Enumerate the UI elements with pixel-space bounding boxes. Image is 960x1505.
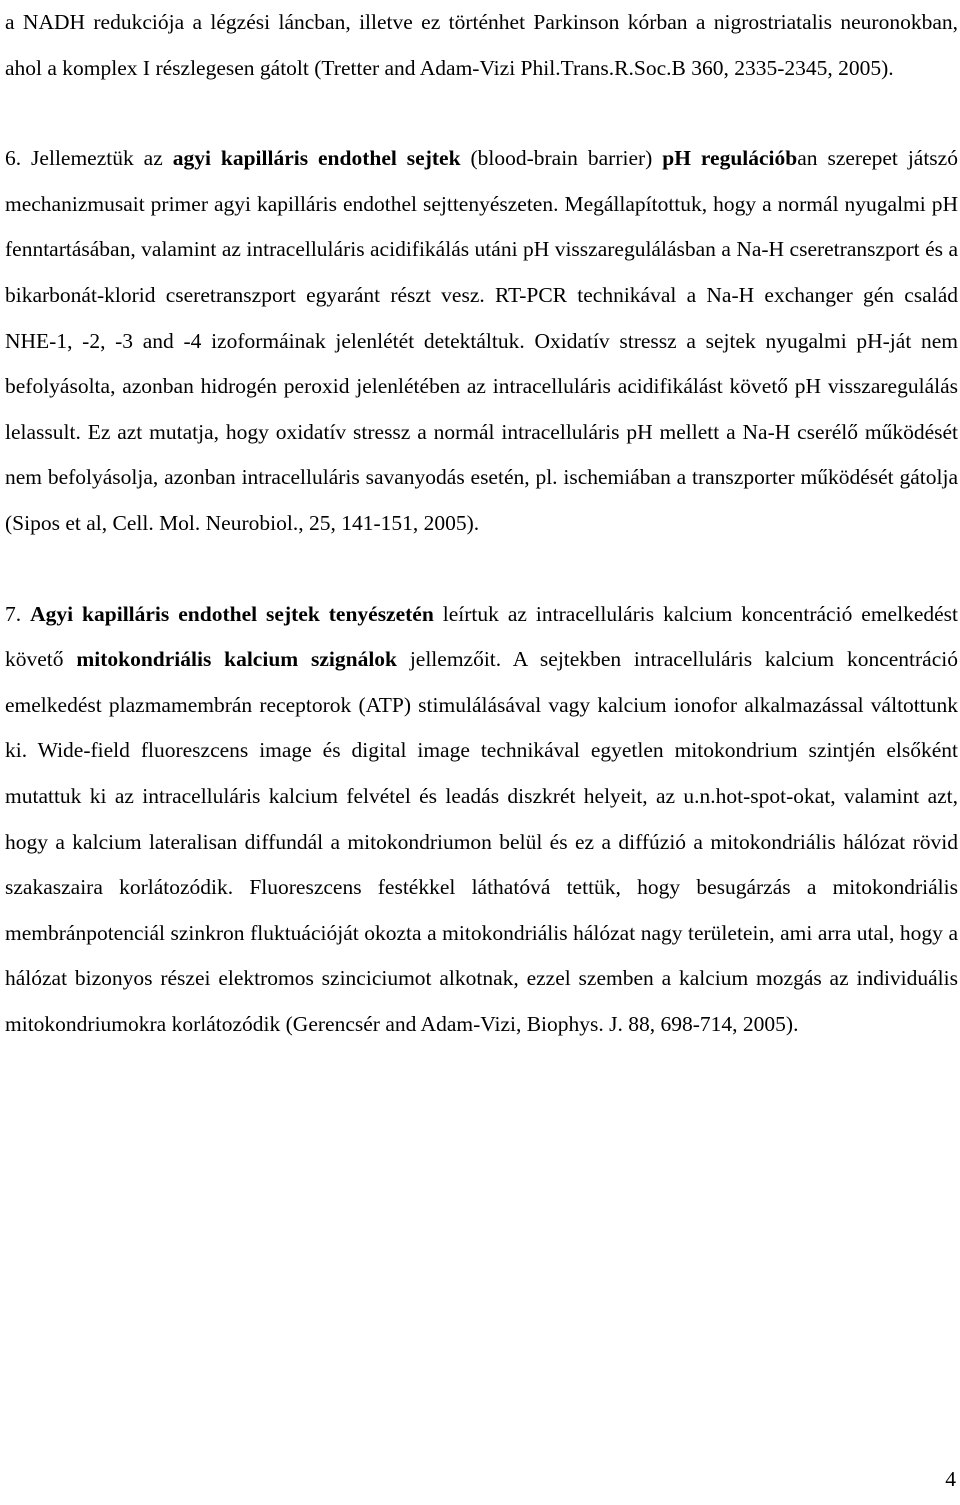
page-number: 4 <box>945 1467 956 1491</box>
para0-text: a NADH redukciója a légzési láncban, illetve ez történhet Parkinson kórban a nigrostriatalis neuronokban, ahol a komplex I részlegesen gátolt (Tretter and Adam-Vizi Phil.Trans.R.Soc.B 360, 2335-2345, 2005). <box>5 10 958 80</box>
paragraph-item-6 <box>5 136 958 546</box>
document-page <box>5 0 958 1047</box>
para2-text-3: jellemzőit. A sejtekben intracelluláris kalcium koncentráció emelkedést plazmamembrán receptorok (ATP) stimulálásával vagy kalcium ionofor alkalmazással váltottunk ki. Wide-field fluoreszcens image és digital image technikával egyetlen mitokondrium szintjén elsőként mutattuk ki az intracelluláris kalcium felvétel és leadás diszkrét helyeit, az u.n.hot-spot-okat, valamint azt, hogy a kalcium lateralisan diffundál a mitokondriumon belül és ez a diffúzió a mitokondriális hálózat rövid szakaszaira korlátozódik. Fluoreszcens festékkel láthatóvá tettük, hogy besugárzás a mitokondriális membránpotenciál szinkron fluktuációját okozta a mitokondriális hálózat nagy területein, ami arra utal, hogy a hálózat bizonyos részei elektromos szinciciumot alkotnak, ezzel szemben a kalcium mozgás az individuális mitokondriumokra korlátozódik (Gerencsér and Adam-Vizi, Biophys. J. 88, 698-714, 2005). <box>5 647 958 1036</box>
paragraph-continuation <box>5 0 958 91</box>
para1-bold-2: pH regulációb <box>662 146 798 171</box>
para1-text-2: (blood-brain barrier) <box>460 146 663 171</box>
para1-text-1: 6. Jellemeztük az <box>5 146 173 171</box>
para2-text-2: leírtuk az intracelluláris kalcium koncentráció emelkedést követő <box>5 601 958 672</box>
para1-text-3: an szerepet játszó mechanizmusait primer agyi kapilláris endothel sejttenyészeten. Megállapítottuk, hogy a normál nyugalmi pH fenntartásában, valamint az intracelluláris acidifikálás utáni pH visszaregulálásban a Na-H cseretranszport és a bikarbonát-klorid cseretranszport egyaránt részt vesz. RT-PCR technikával a Na-H exchanger gén család NHE-1, -2, -3 and -4 izoformáinak jelenlétét detektáltuk. Oxidatív stressz a sejtek nyugalmi pH-ját nem befolyásolta, azonban hidrogén peroxid jelenlétében az intracelluláris acidifikálást követő pH visszaregulálás lelassult. Ez azt mutatja, hogy oxidatív stressz a normál intracelluláris pH mellett a Na-H cserélő működését nem befolyásolja, azonban intracelluláris savanyodás esetén, pl. ischemiában a transzporter működését gátolja (Sipos et al, Cell. Mol. Neurobiol., 25, 141-151, 2005). <box>5 146 958 535</box>
para2-bold-2: mitokondriális kalcium szignálok <box>76 647 398 672</box>
paragraph-item-7 <box>5 592 958 1048</box>
para1-bold-1: agyi kapilláris endothel sejtek <box>172 146 461 171</box>
para2-text-1: 7. <box>5 601 31 626</box>
para2-bold-1: Agyi kapilláris endothel sejtek tenyészetén <box>30 601 434 626</box>
